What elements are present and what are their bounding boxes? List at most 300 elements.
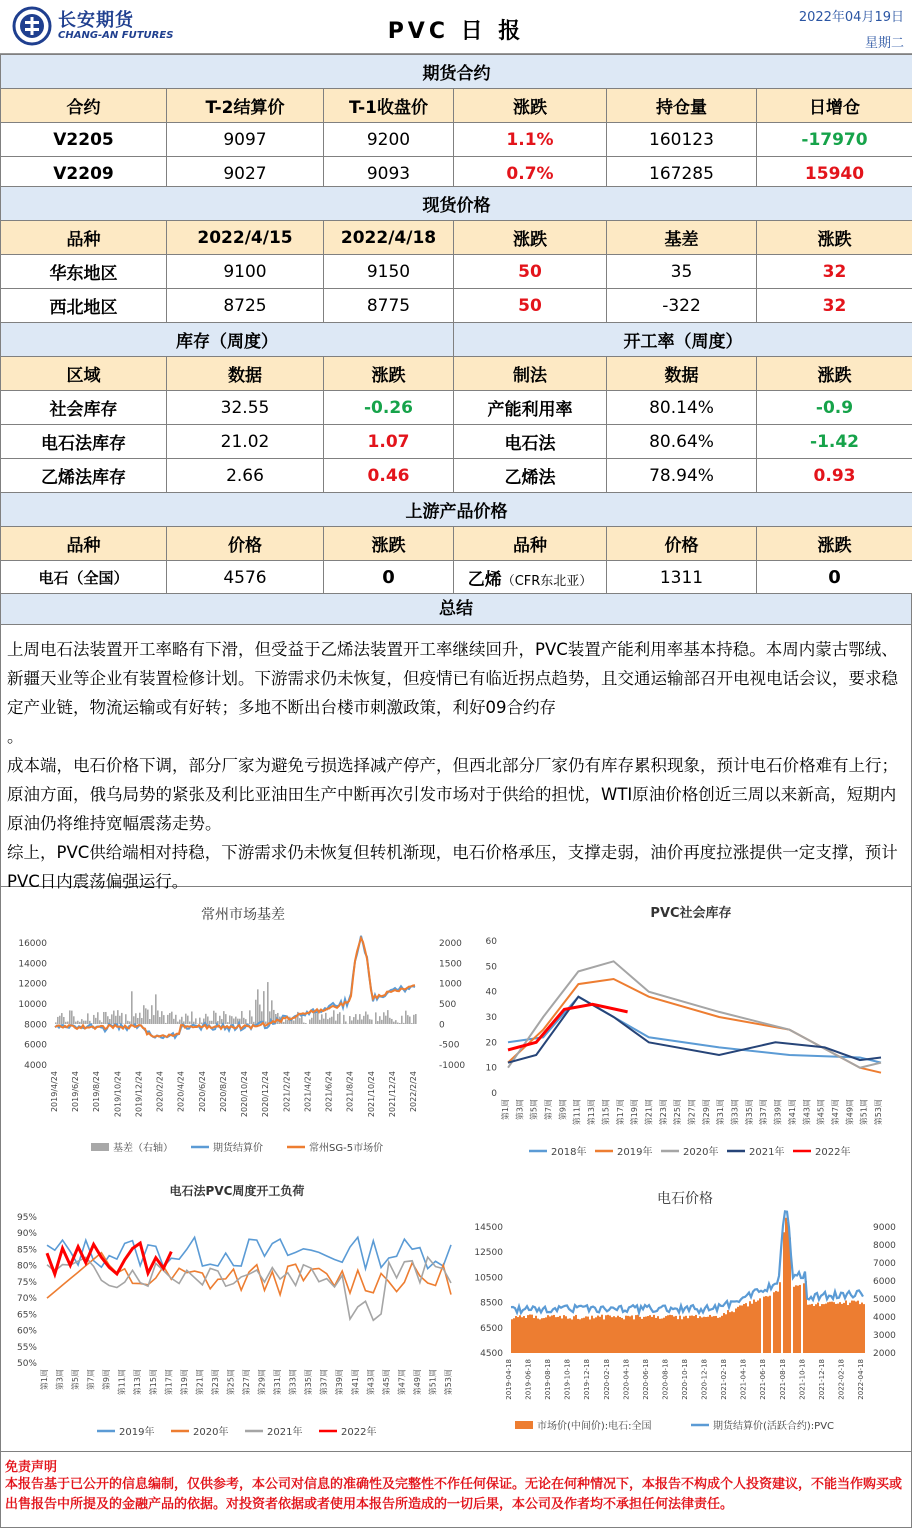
chart4-price-bar bbox=[717, 1318, 719, 1353]
inventory-section-title: 库存（周度） bbox=[1, 323, 454, 357]
chart4-x-tick: 2021-04-18 bbox=[739, 1359, 748, 1400]
chart1-basis-bar bbox=[415, 1014, 417, 1024]
col-header: 2022/4/15 bbox=[167, 221, 324, 255]
chart1-basis-bar bbox=[159, 1017, 161, 1024]
chart1-basis-bar bbox=[333, 1010, 335, 1024]
chart4-price-bar bbox=[585, 1316, 587, 1353]
chart1-basis-bar bbox=[117, 1010, 119, 1024]
chart1-basis-bar bbox=[251, 1016, 253, 1024]
col-header: 涨跌 bbox=[324, 357, 454, 391]
chart4-y2-tick: 9000 bbox=[873, 1223, 896, 1233]
chart1-basis-bar bbox=[379, 1016, 381, 1024]
chart1-x-tick: 2019/6/24 bbox=[71, 1071, 81, 1113]
chart1-x-tick: 2021/2/24 bbox=[282, 1071, 292, 1113]
chart1-x-tick: 2019/10/24 bbox=[113, 1071, 123, 1118]
chart1-basis-bar bbox=[399, 1023, 401, 1024]
chart4-price-bar bbox=[557, 1317, 559, 1353]
chart1-title: 常州市场基差 bbox=[201, 907, 285, 923]
chart3-x-tick: 第23周 bbox=[210, 1369, 220, 1396]
col-header: T-1收盘价 bbox=[324, 89, 454, 123]
chart4-price-bar bbox=[547, 1315, 549, 1353]
futures-table bbox=[0, 54, 912, 191]
chart4-price-bar bbox=[593, 1318, 595, 1353]
chart3-x-tick: 第51周 bbox=[428, 1369, 438, 1396]
chart1-basis-bar bbox=[199, 1018, 201, 1024]
chart1-basis-bar bbox=[83, 1021, 85, 1024]
chart1-basis-bar bbox=[263, 991, 265, 1024]
chart4-price-bar bbox=[623, 1319, 625, 1353]
chart1-basis-bar bbox=[57, 1017, 59, 1024]
chart4-x-tick: 2021-12-18 bbox=[817, 1359, 826, 1400]
chart1-basis-bar bbox=[371, 1020, 373, 1024]
chart1-basis-bar bbox=[313, 1013, 315, 1024]
settle-price: 9097 bbox=[167, 123, 324, 157]
chart4-y-tick: 14500 bbox=[474, 1223, 503, 1233]
chart1-basis-bar bbox=[395, 1020, 397, 1024]
chart1-y2-tick: -1000 bbox=[439, 1061, 466, 1071]
chart4-price-bar bbox=[583, 1318, 585, 1353]
chart4-price-bar bbox=[817, 1303, 819, 1353]
chart3-x-tick: 第43周 bbox=[366, 1369, 376, 1396]
chart1-basis-bar bbox=[355, 1014, 357, 1024]
chart4-price-bar bbox=[795, 1285, 797, 1353]
chart1-x-tick: 2020/2/24 bbox=[155, 1071, 165, 1113]
chart2-y-tick: 50 bbox=[485, 962, 497, 973]
chart4-title: 电石价格 bbox=[657, 1191, 713, 1207]
chart4-x-tick: 2019-12-18 bbox=[583, 1359, 592, 1400]
chart4-price-bar bbox=[661, 1319, 663, 1353]
chart1-basis-bar bbox=[173, 1019, 175, 1024]
chart4-price-bar bbox=[737, 1307, 739, 1353]
chart1-basis-bar bbox=[365, 1011, 367, 1024]
chart4-price-bar bbox=[777, 1292, 779, 1353]
chart2-y-tick: 10 bbox=[485, 1063, 497, 1074]
chart3-y-tick: 55% bbox=[16, 1342, 37, 1353]
chart1-basis-bar bbox=[283, 1022, 285, 1024]
chart3-x-tick: 第41周 bbox=[350, 1369, 360, 1396]
chart3-series-line bbox=[47, 1243, 171, 1274]
chart1-basis-bar bbox=[107, 1016, 109, 1024]
chart2-x-tick: 第51周 bbox=[859, 1099, 869, 1126]
chart3-y-tick: 90% bbox=[16, 1229, 37, 1240]
chart4-price-bar bbox=[839, 1302, 841, 1353]
chart4-price-bar bbox=[693, 1316, 695, 1353]
chart4-price-bar bbox=[521, 1317, 523, 1353]
chart4-price-bar bbox=[631, 1315, 633, 1353]
chart1-basis-bar bbox=[65, 1022, 67, 1024]
chart1-basis-bar bbox=[243, 1018, 245, 1024]
chart4-price-bar bbox=[663, 1318, 665, 1353]
table-row bbox=[1, 123, 912, 157]
chart1-x-tick: 2020/4/24 bbox=[176, 1071, 186, 1113]
chart4-price-bar bbox=[835, 1304, 837, 1353]
chart3-x-tick: 第13周 bbox=[133, 1369, 143, 1396]
chart1-basis-bar bbox=[99, 1020, 101, 1024]
chart4-price-bar bbox=[841, 1304, 843, 1353]
chart4-price-bar bbox=[625, 1316, 627, 1353]
chart2-x-tick: 第39周 bbox=[773, 1099, 783, 1126]
chart1-basis-bar bbox=[127, 1021, 129, 1024]
chart1-basis-bar bbox=[97, 1012, 99, 1024]
chart4-price-bar bbox=[859, 1304, 861, 1353]
chart4-x-tick: 2021-08-18 bbox=[778, 1359, 787, 1400]
price-change: 1.1% bbox=[454, 123, 607, 157]
chart4-price-bar bbox=[753, 1300, 755, 1353]
chart1-basis-bar bbox=[93, 1015, 95, 1024]
chart1-basis-bar bbox=[315, 1013, 317, 1024]
chart4-price-bar bbox=[677, 1319, 679, 1353]
chart1-basis-bar bbox=[73, 1016, 75, 1024]
chart4-price-bar bbox=[819, 1306, 821, 1353]
chart1-basis-bar bbox=[211, 1021, 213, 1024]
chart1-basis-bar bbox=[407, 1015, 409, 1024]
summary-paragraph: 。 bbox=[7, 727, 24, 746]
chart1-x-tick: 2021/4/24 bbox=[303, 1071, 313, 1113]
col-header: 品种 bbox=[454, 527, 607, 561]
chart4-price-bar bbox=[861, 1303, 863, 1353]
chart4-x-tick: 2021-06-18 bbox=[759, 1359, 768, 1400]
col-header: 数据 bbox=[167, 357, 324, 391]
chart3-x-tick: 第25周 bbox=[226, 1369, 236, 1396]
chart4-price-bar bbox=[783, 1232, 785, 1353]
chart2-x-tick: 第41周 bbox=[787, 1099, 797, 1126]
chart4-y2-tick: 3000 bbox=[873, 1331, 896, 1341]
chart4-price-bar bbox=[551, 1315, 553, 1353]
chart4-price-bar bbox=[613, 1316, 615, 1353]
chart4-price-bar bbox=[685, 1316, 687, 1353]
chart4-price-bar bbox=[703, 1317, 705, 1353]
chart2-series-line bbox=[508, 997, 881, 1063]
chart1-basis-bar bbox=[145, 1008, 147, 1024]
operating-change: -0.9 bbox=[757, 391, 912, 425]
inventory-operating-table bbox=[0, 322, 912, 493]
chart4-x-tick: 2020-08-18 bbox=[661, 1359, 670, 1400]
chart4-price-bar bbox=[537, 1319, 539, 1353]
chart4-legend-label: 期货结算价(活跃合约):PVC bbox=[713, 1421, 835, 1432]
chart1-x-tick: 2021/6/24 bbox=[324, 1071, 334, 1113]
col-header: 日增仓 bbox=[757, 89, 912, 123]
chart4-price-bar bbox=[767, 1297, 769, 1353]
chart1-basis-bar bbox=[401, 1016, 403, 1024]
chart3-x-tick: 第47周 bbox=[397, 1369, 407, 1396]
chart4-x-tick: 2022-04-18 bbox=[857, 1359, 865, 1400]
spot-change: 50 bbox=[454, 289, 607, 323]
chart1-basis-bar bbox=[375, 1012, 377, 1024]
chart4-price-bar bbox=[785, 1218, 787, 1353]
chart1-basis-bar bbox=[149, 1019, 151, 1024]
chart4-price-bar bbox=[807, 1305, 809, 1353]
chart1-basis-bar bbox=[61, 1013, 63, 1024]
chart1-y2-tick: 1500 bbox=[439, 959, 462, 970]
chart1-basis-bar bbox=[103, 1012, 105, 1024]
chart2-x-tick: 第37周 bbox=[759, 1099, 769, 1126]
chart1-basis-bar bbox=[75, 1022, 77, 1024]
chart3-y-tick: 85% bbox=[16, 1245, 37, 1256]
basis-change: 32 bbox=[757, 289, 912, 323]
chart3-x-tick: 第37周 bbox=[319, 1369, 329, 1396]
chart4-price-bar bbox=[533, 1318, 535, 1353]
chart4-price-bar bbox=[609, 1316, 611, 1353]
chart1-basis-bar bbox=[175, 1015, 177, 1024]
chart4-x-tick: 2019-04-18 bbox=[505, 1359, 513, 1400]
chart1-basis-bar bbox=[187, 1016, 189, 1024]
chart3-x-tick: 第29周 bbox=[257, 1369, 267, 1396]
chart1-basis-bar bbox=[135, 1013, 137, 1024]
chart3-x-tick: 第27周 bbox=[242, 1369, 251, 1396]
chart1-x-tick: 2021/12/24 bbox=[387, 1071, 397, 1118]
chart1-y2-tick: -500 bbox=[439, 1040, 460, 1051]
chart4-price-bar bbox=[735, 1309, 737, 1353]
chart1-basis-bar bbox=[335, 1021, 337, 1024]
chart2-legend-label: 2022年 bbox=[815, 1147, 851, 1158]
chart1-basis-bar bbox=[303, 1023, 305, 1024]
chart4-price-bar bbox=[729, 1312, 731, 1353]
table-row bbox=[1, 391, 912, 425]
chart4-price-bar bbox=[633, 1319, 635, 1353]
chart1-basis-bar bbox=[161, 1011, 163, 1024]
chart4-price-bar bbox=[529, 1315, 531, 1353]
chart1-basis-bar bbox=[95, 1018, 97, 1024]
chart4-price-bar bbox=[723, 1313, 725, 1353]
chart2-legend-label: 2020年 bbox=[683, 1147, 719, 1158]
chart4-price-bar bbox=[719, 1317, 721, 1353]
close-price: 9093 bbox=[324, 157, 454, 191]
chart1-basis-bar bbox=[385, 1016, 387, 1024]
chart1-y-tick: 4000 bbox=[24, 1061, 47, 1071]
chart1-basis-bar bbox=[169, 1013, 171, 1024]
chart4-price-bar bbox=[621, 1318, 623, 1353]
col-header: T-2结算价 bbox=[167, 89, 324, 123]
region-name: 华东地区 bbox=[1, 255, 167, 289]
operating-name: 电石法 bbox=[454, 425, 607, 459]
chart1-basis-bar bbox=[153, 1015, 155, 1024]
chart4-y-tick: 10500 bbox=[474, 1273, 503, 1284]
chart4-price-bar bbox=[705, 1317, 707, 1353]
chart1-basis-bar bbox=[191, 1011, 193, 1024]
chart4-price-bar bbox=[695, 1315, 697, 1353]
chart4-price-bar bbox=[813, 1306, 815, 1353]
chart4-price-bar bbox=[617, 1316, 619, 1353]
chart1-basis-bar bbox=[55, 1022, 57, 1024]
chart3-x-tick: 第9周 bbox=[102, 1369, 112, 1391]
chart4-x-tick: 2020-10-18 bbox=[681, 1359, 689, 1400]
chart1-basis-bar bbox=[319, 1020, 321, 1024]
chart4-price-bar bbox=[553, 1315, 555, 1353]
chart1-basis-bar bbox=[343, 1015, 345, 1024]
chart3-legend-label: 2020年 bbox=[193, 1427, 229, 1438]
chart1-basis-bar bbox=[157, 1010, 159, 1024]
chart4-y2-tick: 5000 bbox=[873, 1295, 896, 1305]
col-header: 涨跌 bbox=[454, 89, 607, 123]
chart1-x-tick: 2019/8/24 bbox=[92, 1071, 102, 1113]
chart1-basis-bar bbox=[351, 1020, 353, 1024]
chart4-price-bar bbox=[741, 1305, 743, 1353]
chart4-price-bar bbox=[595, 1317, 597, 1353]
chart1-y-tick: 14000 bbox=[18, 959, 47, 970]
chart4-price-bar bbox=[615, 1317, 617, 1353]
chart1-basis-bar bbox=[321, 1014, 323, 1024]
chart4-price-bar bbox=[823, 1304, 825, 1353]
chart2-x-tick: 第27周 bbox=[687, 1099, 697, 1126]
chart2-x-tick: 第53周 bbox=[874, 1099, 883, 1126]
chart2-x-tick: 第33周 bbox=[730, 1099, 740, 1126]
table-row bbox=[1, 425, 912, 459]
chart4-price-bar bbox=[565, 1316, 567, 1353]
chart4-price-bar bbox=[667, 1315, 669, 1353]
chart4-price-bar bbox=[657, 1316, 659, 1353]
close-price: 9200 bbox=[324, 123, 454, 157]
inventory-change: 1.07 bbox=[324, 425, 454, 459]
col-header: 价格 bbox=[607, 527, 757, 561]
chart1-basis-bar bbox=[71, 1011, 73, 1024]
chart4-price-bar bbox=[749, 1301, 751, 1353]
disclaimer-title: 免责声明 bbox=[5, 1460, 58, 1475]
chart1-basis-bar bbox=[391, 1019, 393, 1024]
chart2-x-tick: 第15周 bbox=[601, 1099, 611, 1126]
chart4-price-bar bbox=[675, 1316, 677, 1353]
chart4-y-tick: 12500 bbox=[474, 1248, 503, 1259]
chart4-price-bar bbox=[721, 1316, 723, 1353]
brand-name: 长安期货 bbox=[58, 10, 134, 31]
chart4-price-bar bbox=[601, 1315, 603, 1353]
chart4-price-bar bbox=[541, 1318, 543, 1353]
chart1-basis-bar bbox=[221, 1019, 223, 1024]
upstream-section-title: 上游产品价格 bbox=[1, 493, 912, 527]
chart4-price-bar bbox=[799, 1285, 801, 1353]
chart4-price-bar bbox=[527, 1315, 529, 1353]
chart1-basis-bar bbox=[403, 1023, 405, 1024]
settle-price: 9027 bbox=[167, 157, 324, 191]
chart4-price-bar bbox=[607, 1315, 609, 1353]
chart1-y-tick: 10000 bbox=[18, 1000, 47, 1010]
chart4-price-bar bbox=[759, 1298, 761, 1353]
chart4-price-bar bbox=[825, 1304, 827, 1353]
chart4-price-bar bbox=[769, 1296, 771, 1353]
chart4-price-bar bbox=[545, 1317, 547, 1353]
chart4-price-bar bbox=[513, 1318, 515, 1353]
chart4-price-bar bbox=[849, 1303, 851, 1353]
chart1-y-tick: 16000 bbox=[18, 939, 47, 949]
chart1-x-tick: 2020/12/24 bbox=[261, 1071, 271, 1118]
chart4-price-bar bbox=[715, 1316, 717, 1353]
chart4-price-bar bbox=[591, 1316, 593, 1353]
chart1-legend-label: 基差（右轴） bbox=[113, 1143, 173, 1154]
chart1-basis-bar bbox=[69, 1010, 71, 1024]
chart2-y-tick: 30 bbox=[485, 1013, 497, 1023]
chart4-price-bar bbox=[603, 1319, 605, 1353]
chart3-x-tick: 第21周 bbox=[195, 1369, 205, 1396]
table-row bbox=[1, 289, 912, 323]
chart1-basis-bar bbox=[147, 1010, 149, 1024]
basis-value: 35 bbox=[607, 255, 757, 289]
chart2-x-tick: 第7周 bbox=[544, 1099, 554, 1121]
chart1-basis-bar bbox=[201, 1023, 203, 1024]
chart1-basis-bar bbox=[331, 1017, 333, 1024]
chart1-basis-bar bbox=[311, 1018, 313, 1024]
report-weekday: 星期二 bbox=[864, 36, 904, 51]
chart1-basis-bar bbox=[325, 1013, 327, 1024]
spot-price-prev: 9100 bbox=[167, 255, 324, 289]
operating-value: 80.64% bbox=[607, 425, 757, 459]
chart4-price-bar bbox=[829, 1302, 831, 1353]
chart1-basis-bar bbox=[249, 1010, 251, 1024]
chart1-basis-bar bbox=[235, 1017, 237, 1024]
chart1-basis-bar bbox=[131, 991, 133, 1024]
col-header: 合约 bbox=[1, 89, 167, 123]
chart1-basis-bar bbox=[133, 1016, 135, 1024]
table-row bbox=[1, 561, 912, 595]
chart1-basis-bar bbox=[309, 1020, 311, 1024]
spot-price-prev: 8725 bbox=[167, 289, 324, 323]
chart1-basis-bar bbox=[329, 1018, 331, 1024]
chart3-x-tick: 第3周 bbox=[55, 1369, 65, 1391]
chart4-price-bar bbox=[579, 1319, 581, 1353]
chart3-title: 电石法PVC周度开工负荷 bbox=[169, 1184, 305, 1198]
chart4-x-tick: 2021-10-18 bbox=[798, 1359, 807, 1400]
chart2-x-tick: 第43周 bbox=[802, 1099, 812, 1126]
chart3-x-tick: 第31周 bbox=[273, 1369, 283, 1396]
spot-table bbox=[0, 186, 912, 323]
col-header: 区域 bbox=[1, 357, 167, 391]
inventory-name: 乙烯法库存 bbox=[1, 459, 167, 493]
chart1-basis-bar bbox=[185, 1014, 187, 1024]
chart4-price-bar bbox=[687, 1318, 689, 1353]
chart2-x-tick: 第25周 bbox=[673, 1099, 683, 1126]
chart1-basis-bar bbox=[119, 1016, 121, 1024]
chart4-price-bar bbox=[669, 1315, 671, 1353]
product-name: 电石（全国） bbox=[1, 561, 167, 595]
chart1-x-tick: 2019/4/24 bbox=[50, 1071, 59, 1113]
operating-name: 产能利用率 bbox=[454, 391, 607, 425]
chart4-price-bar bbox=[543, 1318, 545, 1353]
operating-value: 80.14% bbox=[607, 391, 757, 425]
operating-change: 0.93 bbox=[757, 459, 912, 493]
region-name: 西北地区 bbox=[1, 289, 167, 323]
chart4-x-tick: 2020-04-18 bbox=[622, 1359, 631, 1400]
chart3-y-tick: 80% bbox=[16, 1261, 37, 1272]
chart2-legend-label: 2021年 bbox=[749, 1147, 785, 1158]
col-header: 涨跌 bbox=[757, 527, 912, 561]
chart2-x-tick: 第17周 bbox=[615, 1099, 625, 1126]
col-header: 基差 bbox=[607, 221, 757, 255]
chart2-x-tick: 第47周 bbox=[830, 1099, 840, 1126]
chart1-basis-bar bbox=[299, 1018, 301, 1024]
chart1-basis-bar bbox=[207, 1016, 209, 1024]
chart1-basis-bar bbox=[105, 1012, 107, 1024]
chart4-price-bar bbox=[765, 1296, 767, 1353]
chart1-basis-bar bbox=[367, 1015, 369, 1024]
chart2-x-tick: 第11周 bbox=[572, 1099, 582, 1126]
chart1-basis-bar bbox=[369, 1019, 371, 1024]
chart1-basis-bar bbox=[227, 1022, 229, 1024]
contract-code: V2209 bbox=[1, 157, 167, 191]
chart1-basis-bar bbox=[67, 1022, 69, 1024]
chart4-price-bar bbox=[733, 1312, 735, 1353]
chart4-price-bar bbox=[587, 1317, 589, 1353]
chart1-x-tick: 2020/10/24 bbox=[240, 1071, 250, 1118]
inventory-name: 电石法库存 bbox=[1, 425, 167, 459]
chart1-basis-bar bbox=[179, 1020, 181, 1024]
col-header: 涨跌 bbox=[757, 221, 912, 255]
chart1-basis-bar bbox=[155, 994, 157, 1024]
chart1-basis-bar bbox=[151, 1005, 153, 1024]
product-name-cell bbox=[454, 561, 607, 595]
chart4-price-bar bbox=[511, 1319, 513, 1353]
chart4-price-bar bbox=[811, 1304, 813, 1353]
chart1-basis-bar bbox=[317, 1013, 319, 1024]
chart4-price-bar bbox=[711, 1317, 713, 1353]
chart1-basis-bar bbox=[165, 1023, 167, 1024]
